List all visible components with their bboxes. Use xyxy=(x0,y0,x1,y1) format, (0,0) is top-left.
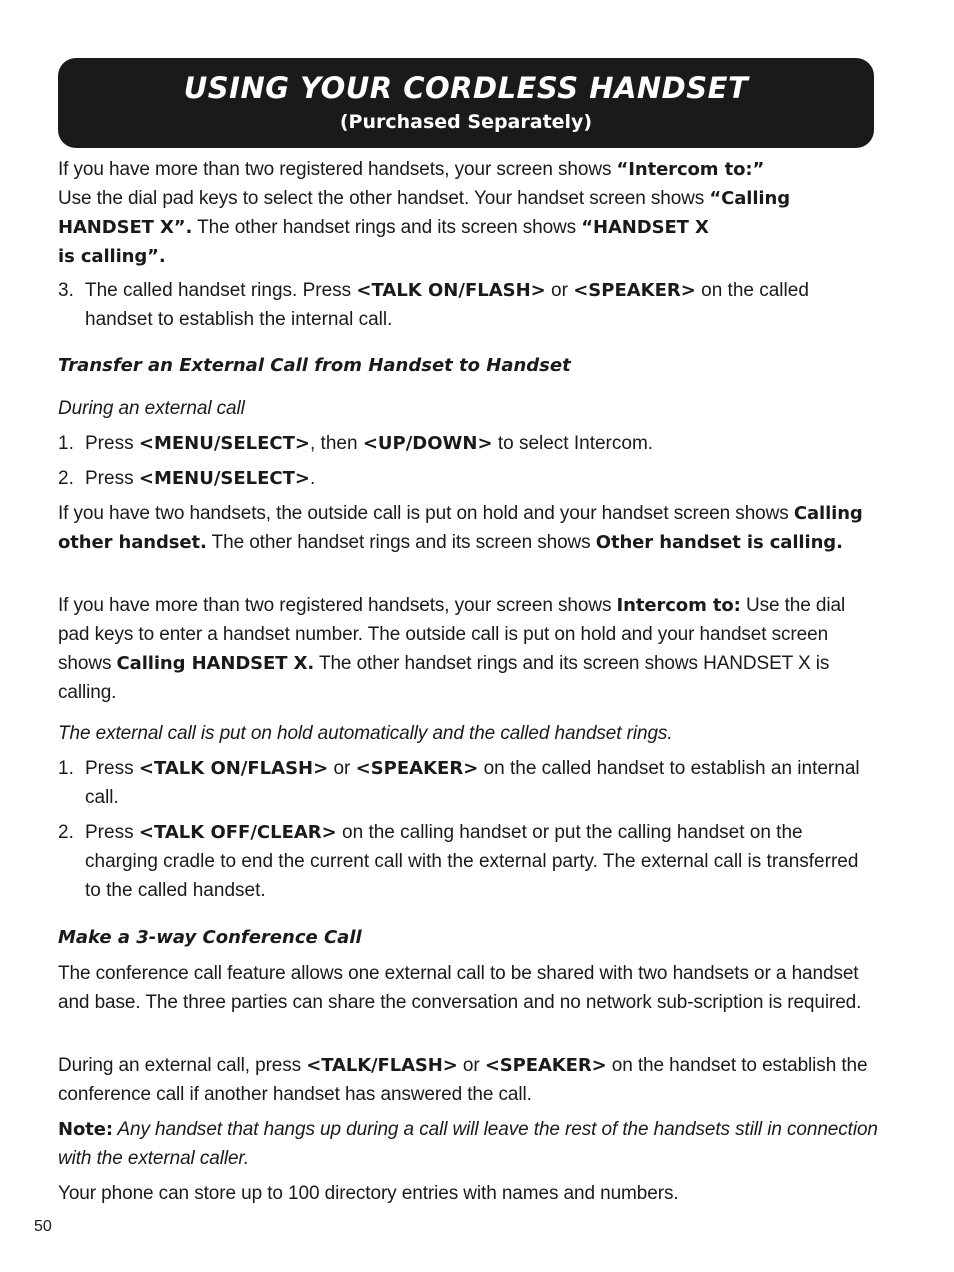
step-text: , then xyxy=(310,433,363,454)
step-text: Press xyxy=(85,822,139,843)
paragraph-text: During an external call, press xyxy=(58,1055,307,1076)
directory-paragraph: Your phone can store up to 100 directory entries with names and numbers. xyxy=(58,1183,679,1204)
more-handsets-paragraph xyxy=(58,591,878,707)
list-item-transfer-2 xyxy=(58,464,870,493)
key-label: <TALK/FLASH> xyxy=(306,1055,458,1076)
step-text: Press xyxy=(85,433,139,454)
note-text: Any handset that hangs up during a call will leave the rest of the handsets still in connection with the external caller. xyxy=(58,1119,878,1169)
section-heading-transfer: Transfer an External Call from Handset to Handset xyxy=(58,355,571,376)
two-handsets-paragraph xyxy=(58,499,878,557)
page-subtitle: (Purchased Separately) xyxy=(339,111,593,133)
step-text: Press xyxy=(85,468,139,489)
paragraph-text: If you have more than two registered handsets, your screen shows xyxy=(58,595,617,616)
list-number: 2. xyxy=(58,822,74,843)
page-title: USING YOUR CORDLESS HANDSET xyxy=(183,71,749,105)
key-label: <TALK OFF/CLEAR> xyxy=(138,822,337,843)
step-text: or xyxy=(545,280,574,301)
screen-text: Calling other handset. xyxy=(58,503,863,553)
intro-bold-4: is calling”. xyxy=(58,246,166,267)
paragraph-text: The other handset rings and its screen shows HANDSET X is calling. xyxy=(58,653,830,703)
step-text: Press xyxy=(85,758,139,779)
key-label: <MENU/SELECT> xyxy=(138,468,310,489)
key-label: <TALK ON/FLASH> xyxy=(138,758,329,779)
paragraph-text: The other handset rings and its screen shows xyxy=(206,532,596,553)
screen-text: Intercom to: xyxy=(616,595,741,616)
during-external-call-label: During an external call xyxy=(58,398,245,419)
step-text: on the called handset to establish the internal call. xyxy=(85,280,809,330)
page-number: 50 xyxy=(34,1218,52,1235)
step-text: . xyxy=(310,468,316,489)
list-item-transfer-3 xyxy=(58,754,870,812)
intro-bold-1: “Intercom to:” xyxy=(616,159,765,180)
list-item-step-3 xyxy=(58,276,870,334)
list-item-transfer-1 xyxy=(58,429,870,458)
intro-text-3: The other handset rings and its screen shows xyxy=(192,217,582,238)
key-label: <MENU/SELECT> xyxy=(138,433,310,454)
intro-bold-3: “HANDSET X xyxy=(581,217,709,238)
section-title-banner xyxy=(58,58,874,148)
list-number: 3. xyxy=(58,280,74,301)
step-text: or xyxy=(328,758,356,779)
intro-text-2: Use the dial pad keys to select the other handset. Your handset screen shows xyxy=(58,188,710,209)
paragraph-text: on the handset to establish the conference call if another handset has answered the call. xyxy=(58,1055,868,1105)
list-number: 1. xyxy=(58,758,74,779)
conference-instructions xyxy=(58,1051,878,1109)
auto-hold-note: The external call is put on hold automatically and the called handset rings. xyxy=(58,723,673,744)
paragraph-text: Use the dial pad keys to enter a handset number. The outside call is put on hold and your handset screen shows xyxy=(58,595,846,674)
step-text: on the calling handset or put the calling handset on the charging cradle to end the current call with the external party. The external call is transferred to the called handset. xyxy=(85,822,859,901)
conference-description: The conference call feature allows one external call to be shared with two handsets or a handset and base. The three parties can share the conversation and no network sub-scription is required. xyxy=(58,963,862,1013)
note-label: Note: xyxy=(58,1119,113,1140)
list-number: 2. xyxy=(58,468,74,489)
step-text: The called handset rings. Press xyxy=(85,280,357,301)
paragraph-text: If you have two handsets, the outside call is put on hold and your handset screen shows xyxy=(58,503,794,524)
section-heading-conference: Make a 3-way Conference Call xyxy=(58,927,362,948)
step-text: on the called handset to establish an internal call. xyxy=(85,758,860,808)
intro-bold-2: “Calling HANDSET X”. xyxy=(58,188,790,238)
note-paragraph xyxy=(58,1115,878,1173)
key-label: <SPEAKER> xyxy=(355,758,479,779)
key-label: <UP/DOWN> xyxy=(362,433,493,454)
intro-paragraph xyxy=(58,155,878,271)
step-text: to select Intercom. xyxy=(492,433,654,454)
key-label: <TALK ON/FLASH> xyxy=(356,280,546,301)
key-label: <SPEAKER> xyxy=(573,280,696,301)
list-item-transfer-4 xyxy=(58,818,870,905)
list-number: 1. xyxy=(58,433,74,454)
screen-text: Calling HANDSET X. xyxy=(116,653,315,674)
intro-text-1: If you have more than two registered handsets, your screen shows xyxy=(58,159,617,180)
key-label: <SPEAKER> xyxy=(484,1055,607,1076)
paragraph-text: or xyxy=(457,1055,485,1076)
screen-text: Other handset is calling. xyxy=(595,532,843,553)
